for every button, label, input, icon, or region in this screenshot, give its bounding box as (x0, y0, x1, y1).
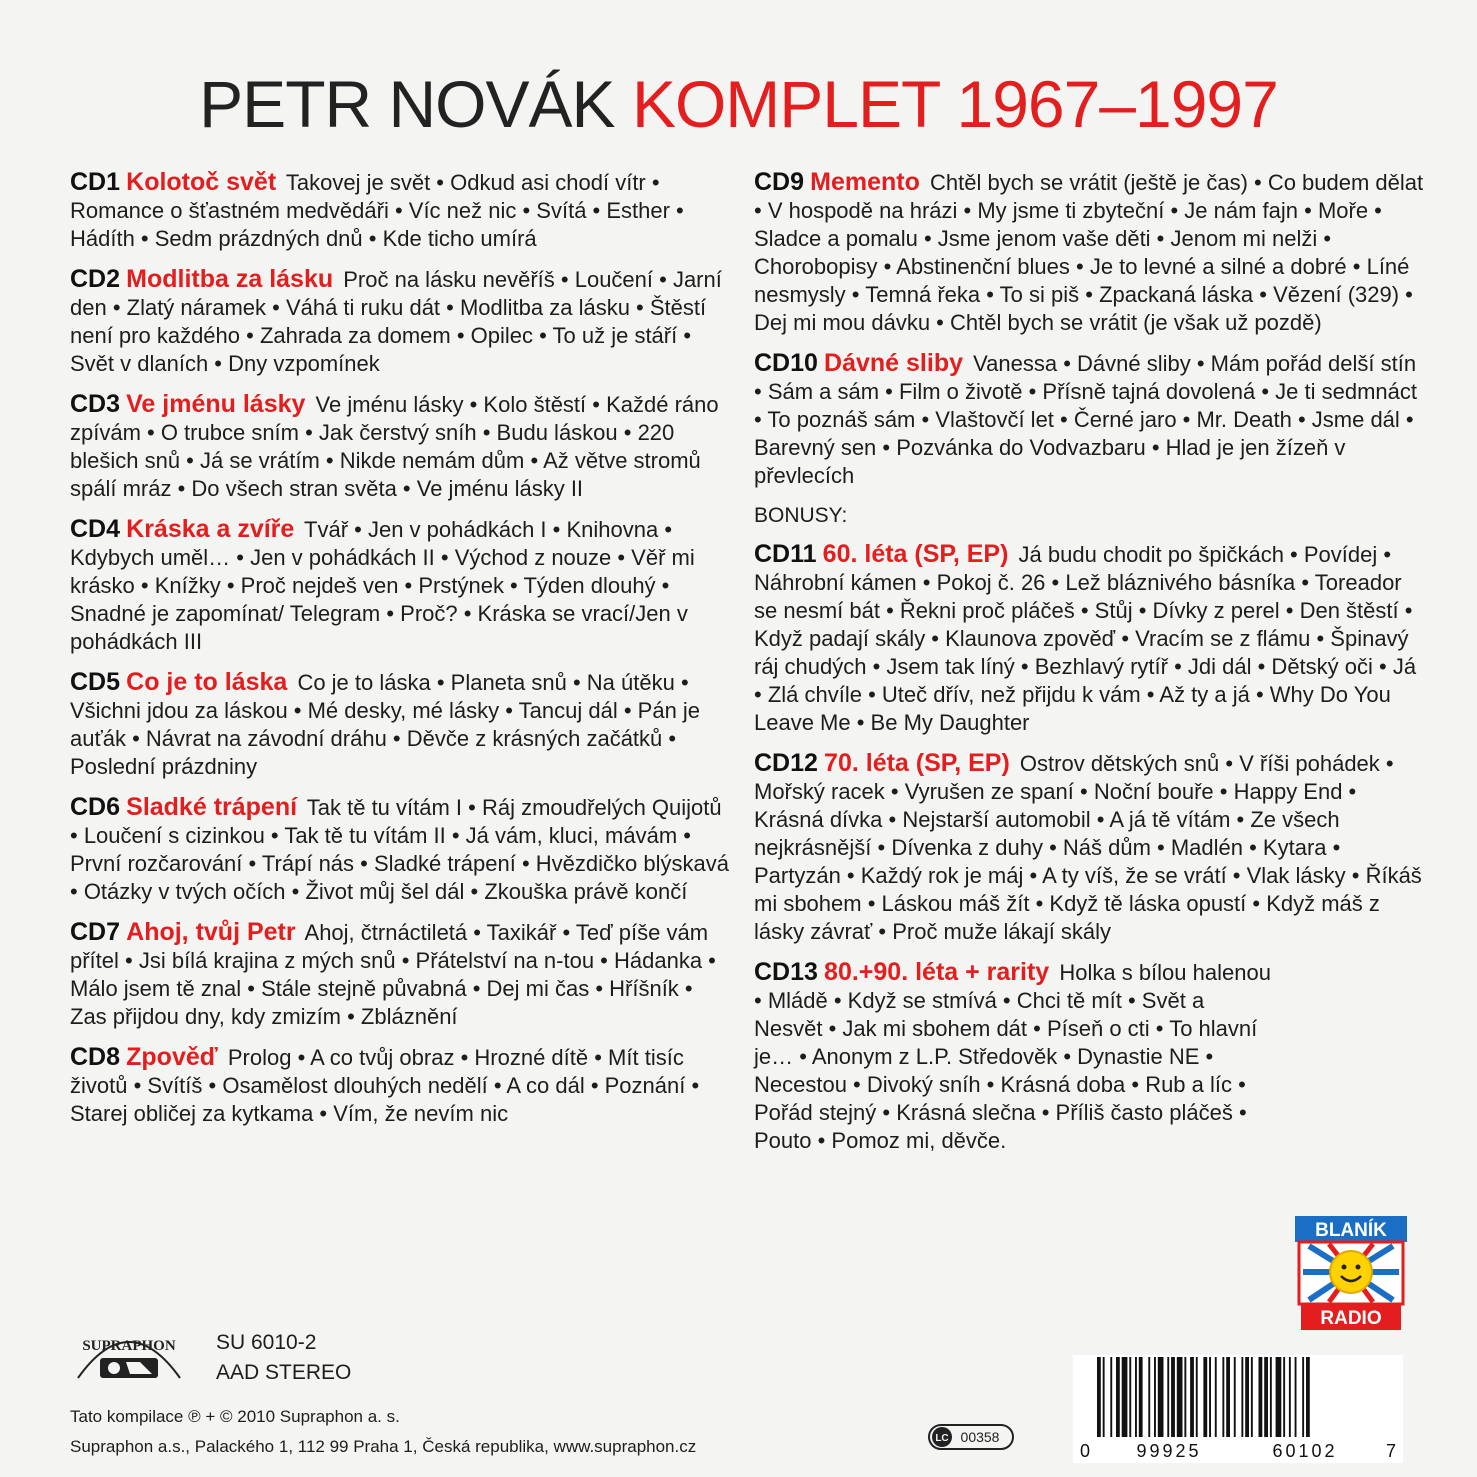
address-line: Supraphon a.s., Palackého 1, 112 99 Praha 1, Česká republika, www.supraphon.cz (70, 1437, 697, 1456)
cd-title: 60. léta (SP, EP) (822, 540, 1009, 568)
barcode-bar (1129, 1357, 1131, 1437)
cd-tracks: Chtěl bych se vrátit (ještě je čas) • Co budem dělat • V hospodě na hrázi • My jsme ti zbyteční • Je nám fajn • Moře • Sladce a pomalu • Jsme jenom vaše děti • Jenom mi nelži • Chorobopisy • Abstinenční blues • Je to levné a silné a dobré • Líné nesmysly • Temná řeka • To si piš • Zpackaná láska • Vězení (329) • Dej mi mou dávku • Chtěl bych se vrátit (je však už pozdě) (754, 170, 1424, 335)
bonus-label: BONUSY: (754, 504, 848, 527)
label-code-number: 00358 (960, 1429, 1000, 1445)
copyright-line: Tato kompilace ℗ + © 2010 Supraphon a. s. (70, 1407, 400, 1426)
supraphon-logo (70, 1316, 188, 1386)
barcode-bar (1276, 1357, 1282, 1437)
cd-entry-11 (754, 540, 1424, 737)
barcode-bar (1251, 1357, 1253, 1437)
barcode-bar (1135, 1357, 1137, 1437)
barcode-bar (1154, 1357, 1156, 1437)
barcode-bar (1203, 1357, 1207, 1437)
cd-title: 80.+90. léta + rarity (824, 958, 1050, 986)
barcode-bar (1103, 1357, 1105, 1437)
catalog-info (216, 1328, 351, 1388)
cd-title: Ve jménu lásky (126, 390, 306, 418)
blanik-logo-text: BLANÍK (1315, 1220, 1387, 1241)
cd-entry-3 (70, 390, 732, 503)
cd-number: CD5 (70, 668, 121, 696)
cd-title: Co je to láska (126, 668, 288, 696)
barcode-bar (1097, 1357, 1101, 1437)
barcode-digit-group-2: 99925 (1136, 1441, 1202, 1461)
barcode (1073, 1355, 1403, 1463)
supraphon-logo-text: SUPRAPHON (82, 1338, 176, 1354)
artist-name: PETR NOVÁK (199, 67, 615, 141)
barcode-bar (1283, 1357, 1285, 1437)
barcode-bar (1264, 1357, 1268, 1437)
barcode-bar (1241, 1357, 1243, 1437)
barcode-bar (1289, 1357, 1291, 1437)
cd-number: CD4 (70, 515, 121, 543)
barcode-digit-4: 7 (1385, 1441, 1397, 1461)
barcode-bar (1158, 1357, 1164, 1437)
cd-tracks: Holka s bílou halenou • Mládě • Když se stmívá • Chci tě mít • Svět a Nesvět • Jak mi sbohem dát • Píseň o cti • To hlavní je… • Anonym z L.P. Středověk • Dynastie NE • Necestou • Divoký sníh • Krásná doba • Rub a líc • Pořád stejný • Krásná slečna • Příliš často pláčeš • Pouto • Pomoz mi, děvče. (754, 960, 1271, 1153)
cd-title: Kráska a zvíře (126, 515, 295, 543)
blanik-radio-logo (1289, 1212, 1413, 1334)
cd-tracks: Co je to láska • Planeta snů • Na útěku • Všichni jdou za láskou • Mé desky, mé lásky • Tancuj dál • Pán je auťák • Návrat na závodní dráhu • Děvče z krásných začátků • Poslední prázdniny (70, 670, 701, 779)
barcode-bar (1122, 1357, 1128, 1437)
cd-entry-6 (70, 793, 732, 906)
barcode-bar (1167, 1357, 1169, 1437)
cd-tracks: Ostrov dětských snů • V říši pohádek • Mořský racek • Vyrušen ze spaní • Noční bouře • Happy End • Krásná dívka • Nejstarší automobil • A já tě vítám • Ze všech nejkrásnější • Dívenka z duhy • Náš dům • Madlén • Kytara • Partyzán • Každý rok je máj • A ty víš, že se vrátí • Vlak lásky • Říkáš mi sbohem • Láskou máš žít • Když tě láska opustí • Když máš z lásky závrať • Proč muže lákají skály (754, 751, 1422, 944)
cd-title: Sladké trápení (126, 793, 298, 821)
barcode-bar (1234, 1357, 1236, 1437)
label-code-badge (928, 1424, 1014, 1450)
barcode-bar (1306, 1357, 1310, 1437)
cd-title: Kolotoč svět (126, 168, 277, 196)
cd-number: CD6 (70, 793, 121, 821)
barcode-bar (1148, 1357, 1150, 1437)
barcode-bar (1245, 1357, 1249, 1437)
cd-tracks: Prolog • A co tvůj obraz • Hrozné dítě • Mít tisíc životů • Svítíš • Osamělost dlouhých nedělí • A co dál • Poznání • Starej obličej za kytkama • Vím, že nevím nic (70, 1045, 700, 1126)
cd-tracks: Vanessa • Dávné sliby • Mám pořád delší stín • Sám a sám • Film o životě • Přísně tajná dovolená • Je ti sedmnáct • To poznáš sám • Vlaštovčí let • Černé jaro • Mr. Death • Jsme dál • Barevný sen • Pozvánka do Vodvazbaru • Hlad je jen žízeň v převlecích (754, 351, 1417, 488)
barcode-digit-group-3: 60102 (1272, 1441, 1338, 1461)
cd-entry-5 (70, 668, 732, 781)
catalog-number: SU 6010-2 (216, 1331, 317, 1354)
album-title (0, 66, 1477, 142)
cd-tracks: Ve jménu lásky • Kolo štěstí • Každé ráno zpívám • O trubce sním • Jak čerstvý sníh • Budu láskou • 220 blešich snů • Já se vrátím • Nikde nemám dům • Až větve stromů spálí mráz • Do všech stran světa • Ve jménu lásky II (70, 392, 719, 501)
cd-entry-2 (70, 265, 732, 378)
cd-entry-1 (70, 168, 732, 253)
cd-number: CD7 (70, 918, 121, 946)
barcode-bar (1184, 1357, 1186, 1437)
barcode-bar (1270, 1357, 1272, 1437)
cd-title: Zpověď (126, 1043, 218, 1071)
copyright-block (70, 1402, 696, 1462)
barcode-bar (1215, 1357, 1217, 1437)
barcode-bar (1209, 1357, 1211, 1437)
barcode-bar (1139, 1357, 1143, 1437)
cd-number: CD11 (754, 540, 817, 568)
cd-entry-8 (70, 1043, 732, 1128)
album-subtitle: KOMPLET 1967–1997 (631, 67, 1278, 141)
barcode-bar (1196, 1357, 1198, 1437)
barcode-bar (1259, 1357, 1263, 1437)
barcode-bar (1116, 1357, 1120, 1437)
cd-title: Dávné sliby (824, 349, 963, 377)
barcode-digit-1: 0 (1079, 1441, 1091, 1461)
recording-format: AAD STEREO (216, 1361, 352, 1384)
barcode-bar (1177, 1357, 1183, 1437)
cd-tracks: Tak tě tu vítám I • Ráj zmoudřelých Quijotů • Loučení s cizinkou • Tak tě tu vítám II • Já vám, kluci, mávám • První rozčarování • Trápí nás • Sladké trápení • Hvězdičko blýskavá • Otázky v tvých očích • Život můj šel dál • Zkouška právě končí (70, 795, 729, 904)
cd-number: CD8 (70, 1043, 121, 1071)
barcode-bar (1110, 1357, 1112, 1437)
cd-tracks: Takovej je svět • Odkud asi chodí vítr • Romance o šťastném medvědáři • Víc než nic • Svítá • Esther • Hádíth • Sedm prázdných dnů • Kde ticho umírá (70, 170, 684, 251)
cd-tracks: Já budu chodit po špičkách • Povídej • Náhrobní kámen • Pokoj č. 26 • Lež bláznivého básníka • Toreador se nesmí bát • Řekni proč pláčeš • Stůj • Dívky z perel • Den štěstí • Když padají skály • Klaunova zpověď • Vracím se z flámu • Špinavý ráj chudých • Jsem tak líný • Bezhlavý rytíř • Jdi dál • Dětský oči • Já • Zlá chvíle • Uteč dřív, než přijdu k vám • Až ty a já • Why Do You Leave Me • Be My Daughter (754, 542, 1417, 735)
barcode-bar (1171, 1357, 1175, 1437)
tracklist-left-column (70, 168, 732, 1140)
cd-entry-7 (70, 918, 732, 1031)
barcode-bar (1190, 1357, 1194, 1437)
cd-entry-12 (754, 749, 1424, 946)
cd-title: 70. léta (SP, EP) (824, 749, 1010, 777)
cd-title: Modlitba za lásku (126, 265, 334, 293)
cd-number: CD9 (754, 168, 805, 196)
tracklist-right-column (754, 168, 1424, 1167)
cd-tracks: Tvář • Jen v pohádkách I • Knihovna • Kdybych uměl… • Jen v pohádkách II • Východ z nouze • Věř mi krásko • Knížky • Proč nejdeš ven • Prstýnek • Týden dlouhý • Snadné je zapomínat/ Telegram • Proč? • Kráska se vrací/Jen v pohádkách III (70, 517, 695, 654)
barcode-bar (1226, 1357, 1230, 1437)
radio-logo-text: RADIO (1320, 1308, 1382, 1329)
barcode-bar (1295, 1357, 1297, 1437)
cd-number: CD1 (70, 168, 121, 196)
cd-number: CD3 (70, 390, 121, 418)
barcode-bar (1222, 1357, 1224, 1437)
cd-entry-4 (70, 515, 732, 656)
cd-tracks: Ahoj, čtrnáctiletá • Taxikář • Teď píše vám přítel • Jsi bílá krajina z mých snů • Přátelství na n-tou • Hádanka • Málo jsem tě znal • Stále stejně půvabná • Dej mi čas • Hříšník • Zas přijdou dny, kdy zmizím • Zbláznění (70, 920, 716, 1029)
barcode-bar (1302, 1357, 1304, 1437)
cd-number: CD2 (70, 265, 121, 293)
label-code-prefix: LC (935, 1433, 949, 1444)
cd-title: Memento (810, 168, 920, 196)
cd-number: CD12 (754, 749, 818, 777)
cd-number: CD13 (754, 958, 818, 986)
cd-entry-10 (754, 349, 1424, 490)
cd-title: Ahoj, tvůj Petr (126, 918, 296, 946)
cd-tracks: Proč na lásku nevěříš • Loučení • Jarní den • Zlatý náramek • Váhá ti ruku dát • Modlitba za lásku • Štěstí není pro každého • Zahrada za domem • Opilec • To už je stáří • Svět v dlaních • Dny vzpomínek (70, 267, 722, 376)
cd-entry-13 (754, 958, 1424, 1155)
cd-number: CD10 (754, 349, 818, 377)
cd-entry-9 (754, 168, 1424, 337)
